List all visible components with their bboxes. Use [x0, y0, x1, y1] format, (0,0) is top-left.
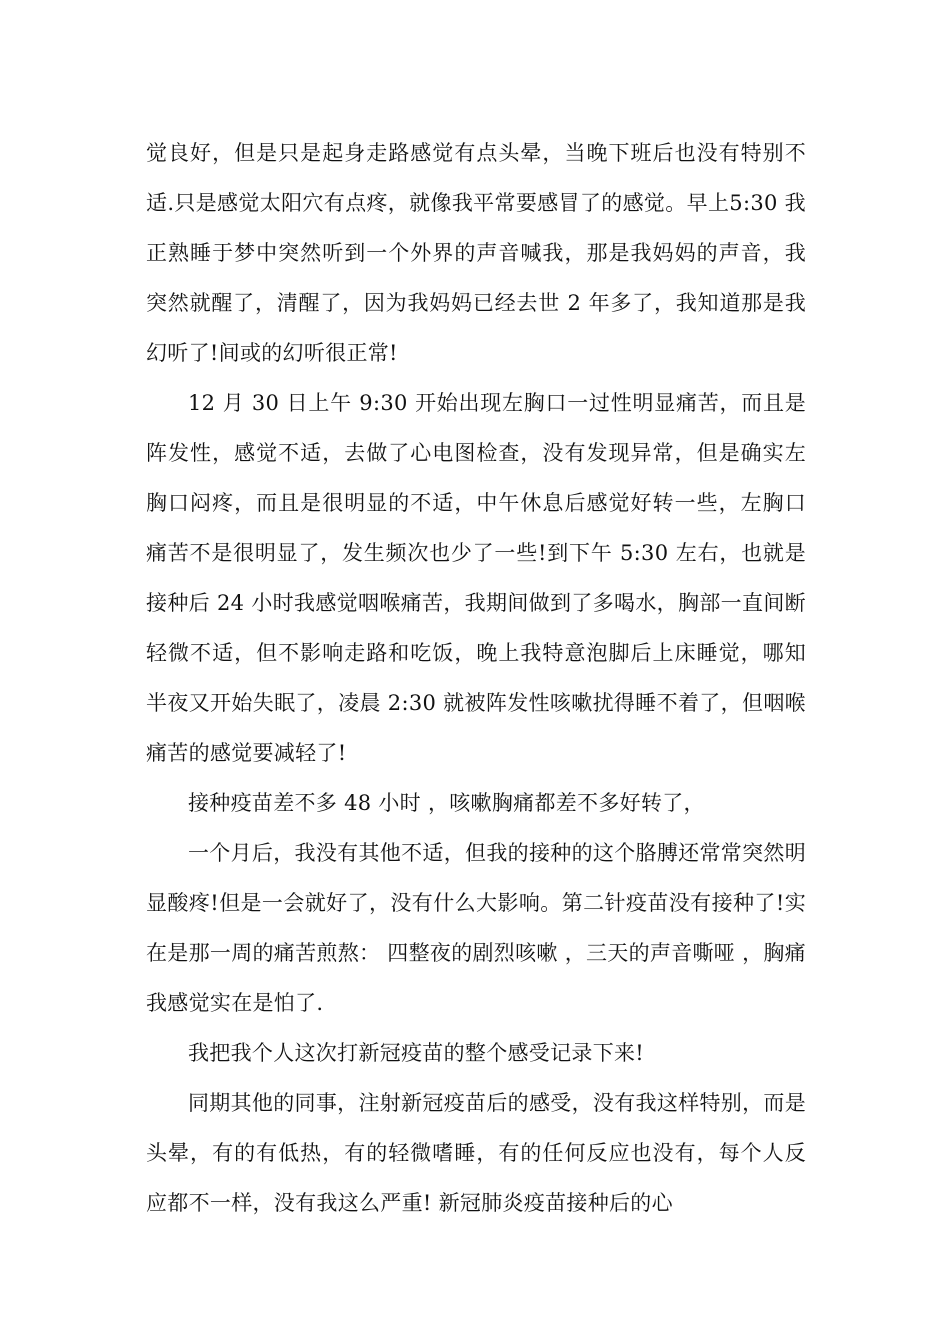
paragraph-5: 我把我个人这次打新冠疫苗的整个感受记录下来!: [188, 1041, 645, 1065]
paragraph-6: 同期其他的同事，注射新冠疫苗后的感受，没有我这样特别，而是头晕，有的有低热，有的轻微嗜睡，有的任何反应也没有，每个人反应都不一样，没有我这么严重! 新冠肺炎疫苗接种后的心: [146, 1091, 806, 1215]
paragraph-3: 接种疫苗差不多 48 小时 ，咳嗽胸痛都差不多好转了，: [188, 791, 705, 815]
paragraph-2: 12 月 30 日上午 9:30 开始出现左胸口一过性明显痛苦，而且是阵发性，感觉不适，去做了心电图检查，没有发现异常，但是确实左胸口闷疼，而且是很明显的不适，中午休息后感觉好转一些，左胸口痛苦不是很明显了，发生频次也少了一些!到下午 5:30 左右，也就是接种后 24 小时我感觉咽喉痛苦，我期间做到了多喝水，胸部一直间断轻微不适，但不影响走路和吃饭，晚上我特意泡脚后上床睡觉，哪知半夜又开始失眠了，凌晨 2:30 就被阵发性咳嗽扰得睡不着了，但咽喉痛苦的感觉要减轻了!: [146, 391, 806, 765]
paragraph-1: 觉良好，但是只是起身走路感觉有点头晕，当晚下班后也没有特别不适.只是感觉太阳穴有点疼，就像我平常要感冒了的感觉。早上5:30 我正熟睡于梦中突然听到一个外界的声音喊我，那是我妈妈的声音，我突然就醒了，清醒了，因为我妈妈已经去世 2 年多了，我知道那是我幻听了!间或的幻听很正常!: [146, 141, 806, 365]
paragraph-4: 一个月后，我没有其他不适，但我的接种的这个胳膊还常常突然明显酸疼!但是一会就好了，没有什么大影响。第二针疫苗没有接种了!实在是那一周的痛苦煎熬： 四整夜的剧烈咳嗽 ，三天的声音嘶哑 ，胸痛 我感觉实在是怕了.: [146, 841, 806, 1015]
document-body: [146, 128, 806, 1228]
